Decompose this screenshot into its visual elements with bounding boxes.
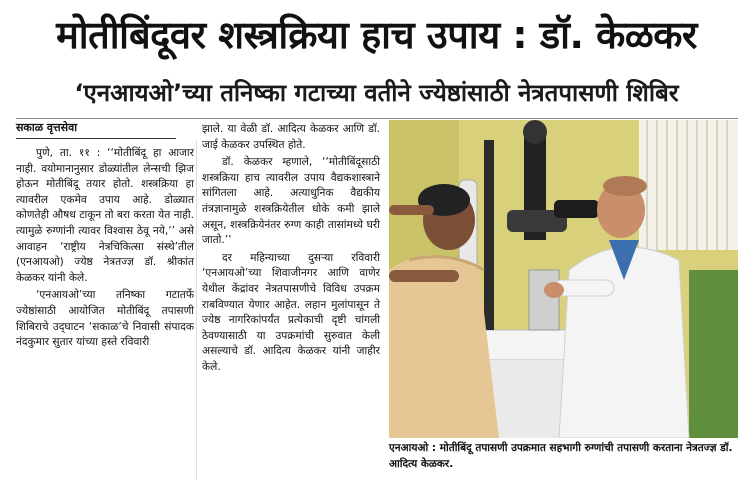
article-paragraph: दर महिन्याच्या दुसऱ्या रविवारी ‘एनआयओ’च्या शिवाजीनगर आणि वाणेर येथील केंद्रांवर नेत्रतपासणीचे विविध उपक्रम राबविण्यात येणार आहेत. लहान मुलांपासून ते ज्येष्ठ नागरिकांपर्यंत प्रत्येकाची दृष्टी चांगली ठेवण्यासाठी या उपक्रमांची सुरुवात केली असल्याचे डॉ. आदित्य केळकर यांनी जाहीर केले. xyxy=(202,251,380,373)
column-divider xyxy=(196,140,197,480)
article-column-1 xyxy=(16,146,194,353)
article-paragraph: डॉ. केळकर म्हणाले, ‘‘मोतीबिंदूसाठी शस्त्रक्रिया हाच त्यावरील उपाय वैद्यकशास्त्राने सांगितला आहे. अत्याधुनिक वैद्यकीय तंत्रज्ञानामुळे शस्त्रक्रियेतील धोके कमी झाले असून, शस्त्रक्रियेनंतर रुग्ण काही तासांमध्ये घरी जातो.’’ xyxy=(202,156,380,247)
photo-caption: एनआयओ : मोतीबिंदू तपासणी उपक्रमात सहभागी रुग्णांची तपासणी करताना नेत्रतज्ज्ञ डॉ. आदित्य केळकर. xyxy=(389,442,733,470)
headline: मोतीबिंदूवर शस्त्रक्रिया हाच उपाय : डॉ. केळकर xyxy=(56,13,697,57)
article-column-2 xyxy=(202,122,380,378)
byline-underline xyxy=(16,138,176,139)
article-paragraph: पुणे, ता. ११ : ‘‘मोतीबिंदू हा आजार नाही. वयोमानानुसार डोळ्यांतील लेन्सची झिज होऊन मोतीबिंदू तयार होतो. शस्त्रक्रिया हा त्यावरील एकमेव उपाय आहे. डोळ्यात कोणतेही औषध टाकून तो बरा करता येत नाही. त्यामुळे रुग्णांनी त्यावर विश्वास ठेवू नये,’’ असे आवाहन ‘राष्ट्रीय नेत्रचिकित्सा संस्थे’तील (एनआयओ) ज्येष्ठ नेत्रतज्ज्ञ डॉ. श्रीकांत केळकर यांनी केले. xyxy=(16,147,194,284)
article-paragraph: ‘एनआयओ’च्या तनिष्का गटातर्फे ज्येष्ठांसाठी आयोजित मोतीबिंदू तपासणी शिबिराचे उद्‍घाटन ‘सकाळ’चे निवासी संपादक नंदकुमार सुतार यांच्या हस्ते रविवारी xyxy=(16,289,194,349)
news-photo xyxy=(389,120,738,438)
byline: सकाळ वृत्तसेवा xyxy=(16,121,78,134)
article-paragraph: झाले. या वेळी डॉ. आदित्य केळकर आणि डॉ. जाई केळकर उपस्थित होते. xyxy=(202,123,380,151)
eye-exam-illustration xyxy=(389,120,738,438)
subheadline: ‘एनआयओ’च्या तनिष्का गटाच्या वतीने ज्येष्ठांसाठी नेत्रतपासणी शिबिर xyxy=(74,79,679,107)
